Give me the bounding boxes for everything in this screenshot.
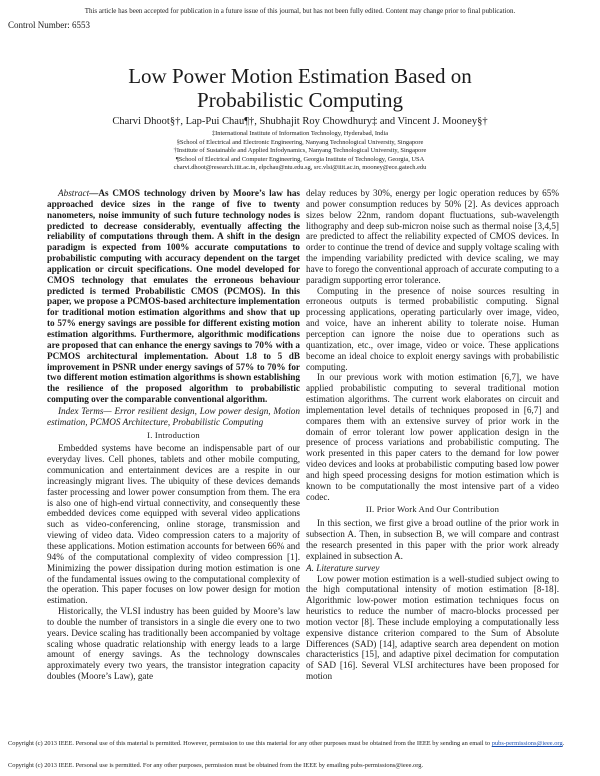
left-column xyxy=(47,188,300,682)
copyright-notice-2: Copyright (c) 2013 IEEE. Personal use is permitted. For any other purposes, permission must be obtained from the IEEE by emailing pubs-permissions@ieee.org. xyxy=(8,762,424,769)
paragraph: Low power motion estimation is a well-studied subject owing to the high computational intensity of motion estimation [8-18]. Algorithmic low-power motion estimation techniques focus on heuristics to reduce the number of macro-blocks processed per motion vector [8]. These include employing a computationally less expensive distance criterion compared to the Sum of Absolute Differences (SAD) [14], adaptive search area dependent on motion characteristics [15], and adaptive pixel decimation for computation of SAD [16]. Several VLSI architectures have been proposed for motion xyxy=(306,573,559,682)
subsection-heading-literature: A. Literature survey xyxy=(306,562,380,573)
page-title xyxy=(0,64,600,112)
author-list: Charvi Dhoot§†, Lap-Pui Chau¶†, Shubhajit Roy Chowdhury‡ and Vincent J. Mooney§† xyxy=(112,116,488,127)
paragraph: delay reduces by 30%, energy per logic operation reduces by 65% and power consumption reduces by 50% [2]. As devices approach sizes below 22nm, random dopant fluctuations, sub-wavelength lithography and deep sub-micron noise such as thermal noise [3,4,5] are predicted to affect the reliability expected of CMOS devices. In order to continue the trend of device and supply voltage scaling with the impending variability predicted with device scaling, we may have to forego the conventional approach of accurate computing to a paradigm supporting error tolerance. xyxy=(306,188,559,285)
paragraph: Embedded systems have become an indispensable part of our everyday lives. Cell phones, tablets and other mobile computing, communication and entertainment devices are a respite in our increasingly migrant lives. The ubiquity of these devices demands faster processing and lower power consumption from them. The era is also one of high-end virtual connectivity, and consequently these embedded devices come equipped with several video applications such as video-conferencing, online storage, transmission and viewing of video data. Video compression caters to a majority of these applications. Motion estimation accounts for between 66% and 94% of the computational complexity of video compression [1]. Minimizing the power dissipation during motion estimation is one of the fundamental issues owing to the computational complexity of the operation. This paper focuses on low power design for motion estimation. xyxy=(47,443,300,606)
affiliations xyxy=(0,130,600,173)
paragraph: Historically, the VLSI industry has been guided by Moore’s law to double the number of transistors in a single die every one to two years. Device scaling has traditionally been accompanied by voltage scaling whose quadratic relationship with energy leads to a large amount of energy savings. As the technology downscales approximately every two years, the transistor integration capacity doubles (Moore’s Law), gate xyxy=(47,606,300,682)
section-heading-prior-work: II. Prior Work And Our Contribution xyxy=(365,504,500,515)
right-column xyxy=(306,188,559,682)
affiliation-ntu-isai: †Institute of Sustainable and Applied Infodynamics, Nanyang Technological University, Singapore xyxy=(173,147,427,155)
author-emails: charvi.dhoot@research.iiit.ac.in, elpchau@ntu.edu.sg, src.vlsi@iiit.ac.in, mooney@ece.gatech.edu xyxy=(173,164,427,172)
permissions-email-link[interactable]: pubs-permissions@ieee.org xyxy=(491,740,563,747)
abstract xyxy=(47,188,300,405)
abstract-body: —As CMOS technology driven by Moore’s law has approached device sizes in the range of five to twenty nanometers, noise immunity of such future technology nodes is predicted to decrease considerably, eventually affecting the reliability of computations through them. A shift in the design paradigm is expected from 100% accurate computations to probabilistic computing with accuracy dependent on the target application or circuit specifications. One model developed for CMOS technology that emulates the erroneous behaviour predicted is termed Probabilistic CMOS (PCMOS). In this paper, we propose a PCMOS-based architecture implementation for traditional motion estimation algorithms and show that up to 57% energy savings are possible for different existing motion estimation algorithms. Furthermore, algorithmic modifications are proposed that can enhance the energy savings to 70% with a PCMOS architectural implementation. About 1.8 to 5 dB improvement in PSNR under energy savings of 57% to 70% for two different motion estimation algorithms is shown establishing the resilience of the proposed algorithm to probabilistic computing over the comparable conventional algorithm. xyxy=(47,188,300,405)
paragraph: In our previous work with motion estimation [6,7], we have applied probabilistic computing to several traditional motion estimation algorithms. The current work elaborates on circuit and implementation level details of techniques proposed in [6,7] and compares them with an extensive survey of prior work in the domain of error tolerant low power application design in the presence of process variations and probabilistic computing. The work presented in this paper caters to the demand for low power video devices and looks at probabilistic computing based low power and high speed processing designs for motion estimation which is known to be computationally the most intensive part of a video codec. xyxy=(306,372,559,502)
control-number: Control Number: 6553 xyxy=(8,20,90,30)
copyright-text: Copyright (c) 2013 IEEE. Personal use of this material is permitted. However, permission to use this material for any other purposes must be obtained from the IEEE by sending an email to xyxy=(8,740,492,747)
affiliation-iiit: ‡International Institute of Information Technology, Hyderabad, India xyxy=(211,130,389,137)
title-line-2: Probabilistic Computing xyxy=(197,88,403,112)
publication-notice: This article has been accepted for publication in a future issue of this journal, but has not been fully edited. Content may change prior to final publication. xyxy=(84,7,516,15)
abstract-label: Abstract xyxy=(58,188,90,198)
affiliation-gatech: ¶School of Electrical and Computer Engineering, Georgia Institute of Technology, Georgia, USA xyxy=(175,155,425,163)
affiliation-ntu-eee: §School of Electrical and Electronic Engineering, Nanyang Technological University, Singapore xyxy=(176,138,424,146)
copyright-period: . xyxy=(562,740,565,747)
section-heading-introduction: I. Introduction xyxy=(147,429,200,440)
paragraph: In this section, we first give a broad outline of the prior work in subsection A. Then, in subsection B, we will compare and contrast the research presented in this paper with the prior work already explained in subsection A. xyxy=(306,518,559,561)
paragraph: Computing in the presence of noise sources resulting in erroneous outputs is termed probabilistic computing. Signal processing applications, operating particularly over image, video, and voice, have an inherent ability to tolerate noise. Human perception can ignore the noise due to operations such as quantization, etc., over image, video or voice. These applications become an ideal choice to exploit energy savings with probabilistic computing. xyxy=(306,285,559,372)
copyright-notice-1 xyxy=(8,740,592,749)
title-line-1: Low Power Motion Estimation Based on xyxy=(128,64,472,88)
index-terms: Index Terms— Error resilient design, Low power design, Motion estimation, PCMOS Architecture, Probabilistic Computing xyxy=(47,405,300,427)
